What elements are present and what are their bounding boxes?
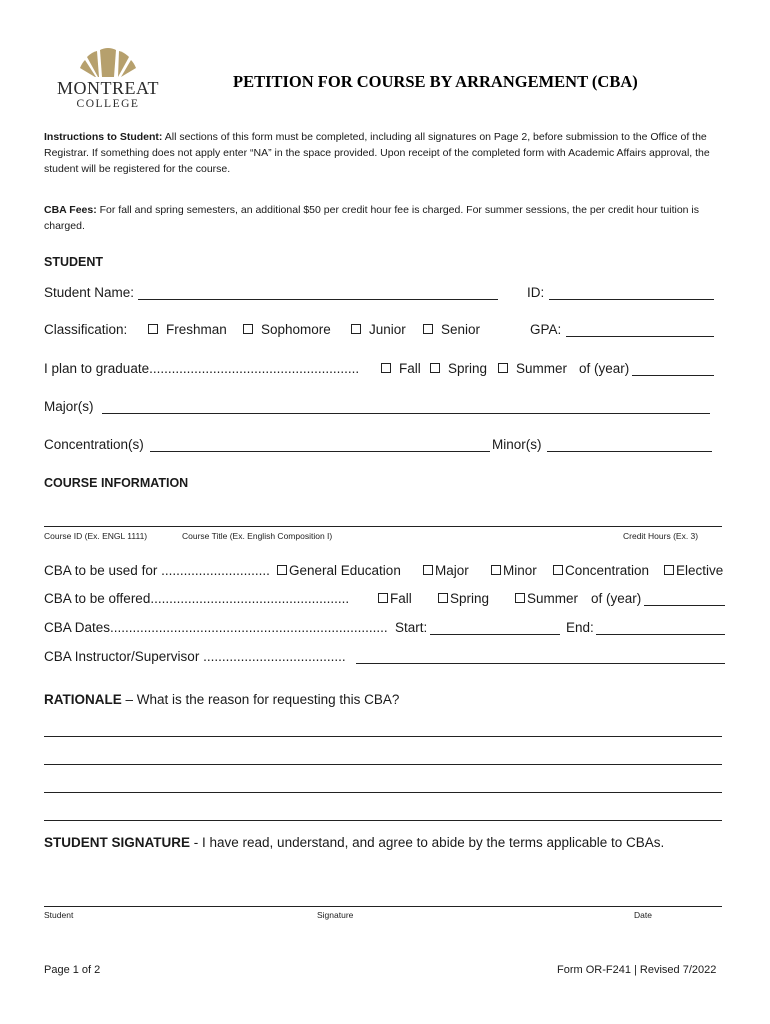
offered-year-field[interactable] [644,605,725,606]
course-information-heading: COURSE INFORMATION [44,476,189,490]
used-for-concentration-option[interactable]: Concentration [553,563,649,578]
course-title-caption: Course Title (Ex. English Composition I) [182,531,333,541]
gpa-label: GPA: [530,322,562,337]
checkbox-icon[interactable] [381,363,391,373]
rationale-line-1[interactable] [44,736,722,737]
concentrations-field[interactable] [150,451,490,452]
end-date-label: End: [566,620,594,635]
classification-label: Classification: [44,322,128,337]
minors-field[interactable] [547,451,712,452]
student-name-label: Student Name: [44,285,135,300]
offered-year-label: of (year) [591,591,642,606]
end-date-field[interactable] [596,634,725,635]
student-heading: STUDENT [44,255,104,269]
fees-paragraph [44,202,724,234]
instructions-text: All sections of this form must be completed, including all signatures on Page 2, before submission to the Office of the Registrar. If something does not apply enter “NA” in the space provided. Upon receipt of the completed form with Academic Affairs approval, the student will be registered for the course. [44,131,710,175]
dates-leader-dots: .......................................................................... [110,620,388,635]
majors-label: Major(s) [44,399,94,414]
checkbox-icon[interactable] [491,565,501,575]
logo-wordmark: MONTREAT [57,78,159,98]
checkbox-icon[interactable] [148,324,158,334]
rationale-line-3[interactable] [44,792,722,793]
offered-fall-option[interactable]: Fall [378,591,412,606]
gpa-field[interactable] [566,336,714,337]
graduate-leader-dots: ........................................................ [149,361,360,376]
used-for-leader-dots: ............................. [161,563,270,578]
student-id-field[interactable] [549,299,714,300]
classification-sophomore-option[interactable]: Sophomore [243,322,331,337]
checkbox-icon[interactable] [438,593,448,603]
student-name-field[interactable] [138,299,498,300]
rationale-line-4[interactable] [44,820,722,821]
checkbox-icon[interactable] [664,565,674,575]
rationale-question: – What is the reason for requesting this CBA? [121,692,400,707]
form-title: PETITION FOR COURSE BY ARRANGEMENT (CBA) [233,72,638,91]
montreat-college-logo [52,44,164,112]
used-for-general-education-option[interactable]: General Education [277,563,401,578]
offered-leader-dots: ..................................................... [150,591,350,606]
checkbox-icon[interactable] [378,593,388,603]
signature-label: STUDENT SIGNATURE [44,835,191,850]
graduate-year-label: of (year) [579,361,630,376]
used-for-elective-option[interactable]: Elective [664,563,723,578]
instructor-leader-dots: ...................................... [203,649,346,664]
page-number: Page 1 of 2 [44,964,101,976]
checkbox-icon[interactable] [243,324,253,334]
start-date-label: Start: [395,620,428,635]
signature-statement-text: - I have read, understand, and agree to abide by the terms applicable to CBAs. [190,835,665,850]
instructor-label: CBA Instructor/Supervisor ...................................... [44,649,346,664]
checkbox-icon[interactable] [498,363,508,373]
date-caption: Date [634,910,652,920]
checkbox-icon[interactable] [277,565,287,575]
minors-label: Minor(s) [492,437,542,452]
graduate-summer-option[interactable]: Summer [498,361,567,376]
checkbox-icon[interactable] [423,565,433,575]
course-id-caption: Course ID (Ex. ENGL 1111) [44,531,148,541]
classification-freshman-option[interactable]: Freshman [148,322,227,337]
checkbox-icon[interactable] [430,363,440,373]
checkbox-icon[interactable] [351,324,361,334]
rationale-line-2[interactable] [44,764,722,765]
classification-senior-option[interactable]: Senior [423,322,480,337]
majors-field[interactable] [102,413,710,414]
rationale-prompt [44,692,399,707]
instructor-field[interactable] [356,663,725,664]
checkbox-icon[interactable] [553,565,563,575]
offered-label: CBA to be offered..................................................... [44,591,350,606]
credit-hours-caption: Credit Hours (Ex. 3) [623,531,699,541]
graduate-year-field[interactable] [632,375,714,376]
student-id-label: ID: [527,285,545,300]
used-for-minor-option[interactable]: Minor [491,563,537,578]
rationale-label: RATIONALE [44,692,122,707]
used-for-label: CBA to be used for ............................. [44,563,270,578]
logo-subtitle: COLLEGE [76,98,140,110]
checkbox-icon[interactable] [515,593,525,603]
instructions-label: Instructions to Student: [44,131,163,143]
start-date-field[interactable] [430,634,560,635]
course-details-field[interactable] [44,526,722,527]
sunburst-logo-icon [78,44,138,78]
form-revision: Form OR-F241 | Revised 7/2022 [557,964,717,976]
signature-statement [44,835,664,850]
fees-text: For fall and spring semesters, an additional $50 per credit hour fee is charged. For summer sessions, the per credit hour tuition is charged. [44,204,700,232]
instructions-paragraph [44,129,724,177]
graduate-fall-option[interactable]: Fall [381,361,421,376]
signature-caption: Signature [317,910,354,920]
signature-field[interactable] [44,906,722,907]
checkbox-icon[interactable] [423,324,433,334]
cba-dates-label: CBA Dates.......................................................................... [44,620,388,635]
offered-summer-option[interactable]: Summer [515,591,578,606]
used-for-major-option[interactable]: Major [423,563,469,578]
student-caption: Student [44,910,74,920]
classification-junior-option[interactable]: Junior [351,322,406,337]
fees-label: CBA Fees: [44,204,97,216]
graduate-label: I plan to graduate........................................................ [44,361,360,376]
offered-spring-option[interactable]: Spring [438,591,489,606]
graduate-spring-option[interactable]: Spring [430,361,487,376]
concentrations-label: Concentration(s) [44,437,144,452]
